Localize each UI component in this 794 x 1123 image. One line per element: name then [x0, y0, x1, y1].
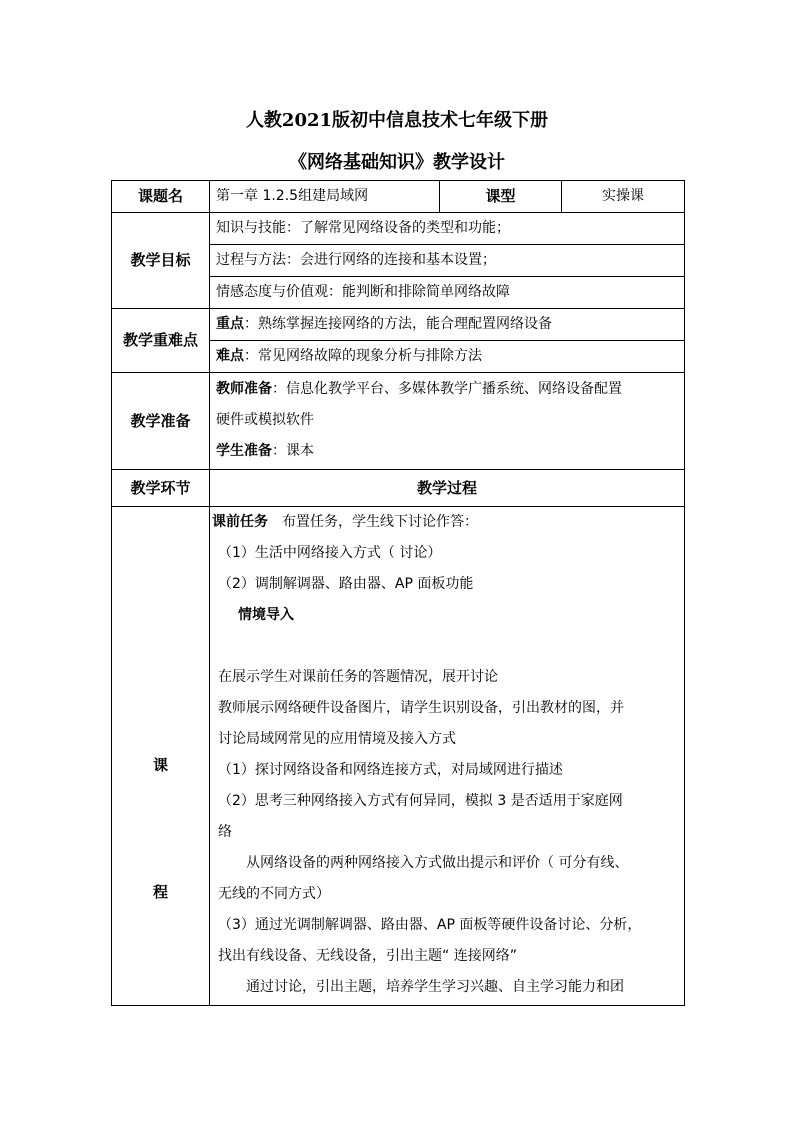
teacher-prep-label: 教师准备: [216, 381, 272, 397]
process-label: 教学过程: [210, 470, 685, 507]
teacher-prep: [216, 374, 678, 405]
process-paragraph-2a: 教师展示网络硬件设备图片，请学生识别设备，引出教材的图，并: [218, 700, 624, 716]
pre-task-text: 布置任务，学生线下讨论作答：: [268, 514, 478, 530]
prep-content: [210, 373, 685, 470]
document-title: 人教2021版初中信息技术七年级下册: [245, 110, 549, 131]
process-paragraph-6b: 找出有线设备、无线设备，引出主题“ 连接网络”: [218, 948, 517, 964]
difficult-point-text: ：常见网络故障的现象分析与排除方法: [244, 348, 482, 364]
key-point-text: ：熟练掌握连接网络的方法，能合理配置网络设备: [244, 316, 552, 332]
type-value: 实操课: [562, 181, 685, 213]
pre-task-label: 课前任务: [212, 514, 268, 530]
prep-label: 教学准备: [112, 373, 210, 470]
stage-label: 教学环节: [112, 470, 210, 507]
spacer: [212, 631, 678, 662]
side-char-2: 程: [152, 883, 168, 901]
key-row: [112, 309, 685, 341]
student-prep-label: 学生准备: [216, 443, 272, 459]
process-paragraph-7: 通过讨论，引出主题，培养学生学习兴趣、自主学习能力和团: [246, 979, 624, 995]
teacher-prep-text-2: 硬件或模拟软件: [216, 412, 314, 428]
type-label: 课型: [440, 181, 562, 213]
process-item-2: （2）调制解调器、路由器、AP 面板功能: [218, 576, 474, 592]
key-point-label: 重点: [216, 316, 244, 332]
process-paragraph-5a: 从网络设备的两种网络接入方式做出提示和评价（ 可分有线、: [246, 855, 629, 871]
lesson-row: [112, 181, 685, 213]
pre-task: [212, 507, 678, 538]
process-paragraph-4b: 络: [218, 824, 232, 840]
process-item-1: （1）生活中网络接入方式（ 讨论）: [218, 545, 442, 561]
process-content: [210, 507, 685, 1006]
goal-item: 知识与技能：了解常见网络设备的类型和功能；: [210, 213, 685, 245]
student-prep: [216, 436, 678, 467]
process-row: [112, 507, 685, 1006]
teacher-prep-text-1: ：信息化教学平台、多媒体教学广播系统、网络设备配置: [272, 381, 622, 397]
difficult-point: [210, 341, 685, 373]
key-label: 教学重难点: [112, 309, 210, 373]
intro-heading: [212, 600, 678, 631]
student-prep-text: ：课本: [272, 443, 314, 459]
intro-label: 情境导入: [238, 607, 294, 623]
key-point: [210, 309, 685, 341]
process-paragraph-6a: （3）通过光调制解调器、路由器、AP 面板等硬件设备讨论、分析，: [218, 917, 642, 933]
goal-item: 情感态度与价值观：能判断和排除简单网络故障: [210, 277, 685, 309]
lesson-value: 第一章 1.2.5组建局域网: [210, 181, 440, 213]
lesson-label: 课题名: [112, 181, 210, 213]
process-paragraph-2b: 讨论局域网常见的应用情境及接入方式: [218, 731, 456, 747]
stage-header-row: [112, 470, 685, 507]
difficult-point-label: 难点: [216, 348, 244, 364]
prep-row: [112, 373, 685, 470]
process-paragraph-4a: （2）思考三种网络接入方式有何异同，模拟 3 是否适用于家庭网: [218, 793, 623, 809]
document-subtitle: 《网络基础知识》教学设计: [289, 152, 505, 173]
process-side-label: [112, 507, 210, 1006]
goals-label: 教学目标: [112, 213, 210, 309]
goals-row: [112, 213, 685, 245]
goal-item: 过程与方法：会进行网络的连接和基本设置；: [210, 245, 685, 277]
process-paragraph-5b: 无线的不同方式）: [218, 886, 330, 902]
process-paragraph-3: （1）探讨网络设备和网络连接方式，对局域网进行描述: [218, 762, 563, 778]
lesson-plan-table: [111, 180, 685, 1006]
side-char-1: 课: [152, 756, 168, 774]
process-paragraph-1: 在展示学生对课前任务的答题情况，展开讨论: [218, 669, 498, 685]
